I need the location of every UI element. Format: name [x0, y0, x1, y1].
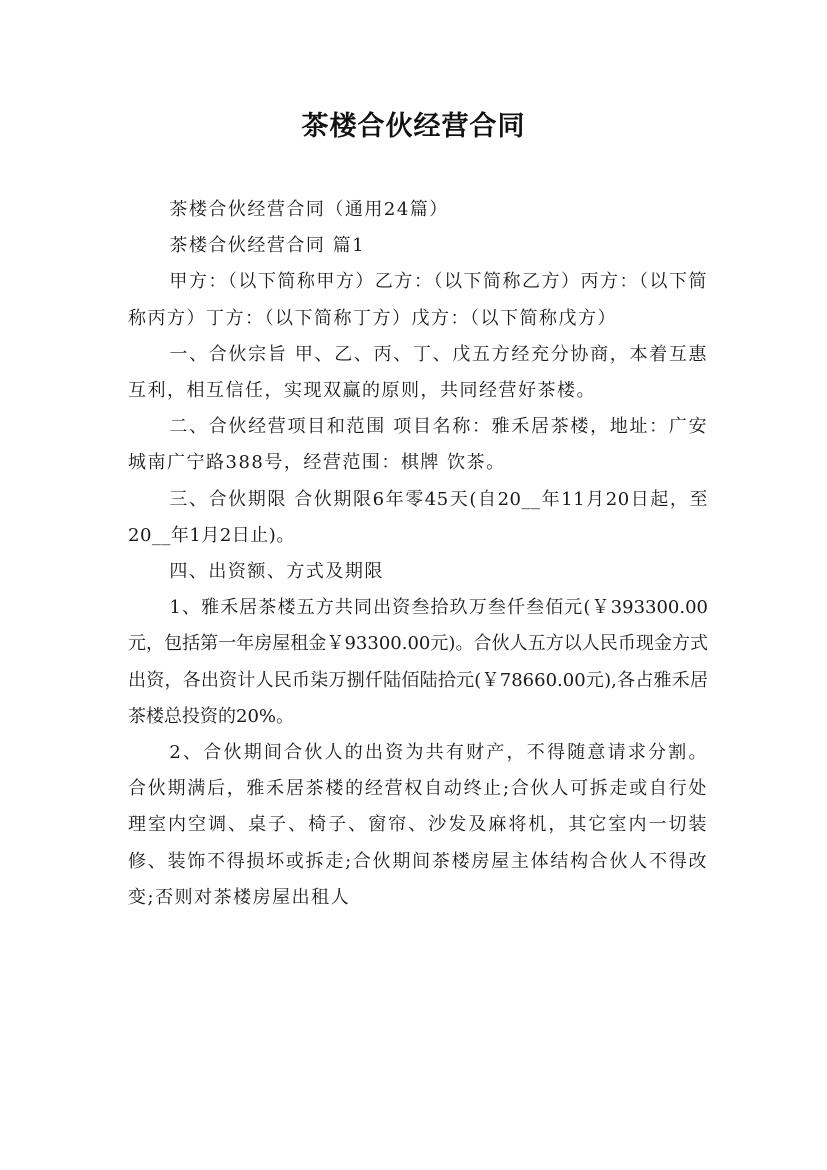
- paragraph-term: 三、合伙期限 合伙期限6年零45天(自20__年11月20日起，至20__年1月2日止)。: [128, 488, 708, 546]
- document-body: [128, 192, 708, 916]
- paragraph-parties: 甲方：（以下简称甲方）乙方：（以下简称乙方）丙方：（以下简称丙方）丁方：（以下简称丁方）戊方：（以下简称戊方）: [128, 271, 708, 329]
- paragraph-capital-heading: 四、出资额、方式及期限: [169, 561, 384, 583]
- paragraph-scope: 二、合伙经营项目和范围 项目名称：雅禾居茶楼，地址：广安城南广宁路388号，经营范围：棋牌 饮茶。: [128, 416, 708, 474]
- document-title: 茶楼合伙经营合同: [301, 111, 526, 142]
- paragraph-capital-2: 2、合伙期间合伙人的出资为共有财产，不得随意请求分割。合伙期满后，雅禾居茶楼的经营权自动终止;合伙人可拆走或自行处理室内空调、桌子、椅子、窗帘、沙发及麻将机，其它室内一切装修、装饰不得损坏或拆走;合伙期间茶楼房屋主体结构合伙人不得改变;否则对茶楼房屋出租人: [128, 742, 708, 908]
- paragraph-subtitle: 茶楼合伙经营合同（通用24篇）: [169, 199, 449, 220]
- paragraph-purpose: 一、合伙宗旨 甲、乙、丙、丁、戊五方经充分协商，本着互惠互利，相互信任，实现双赢的原则，共同经营好茶楼。: [128, 343, 709, 402]
- paragraph-capital-1: 1、雅禾居茶楼五方共同出资叁拾玖万叁仟叁佰元(￥393300.00元，包括第一年房屋租金￥93300.00元)。合伙人五方以人民币现金方式出资，各出资计人民币柒万捌仟陆佰陆拾元(￥78660.00元),各占雅禾居茶楼总投资的20%。: [128, 597, 708, 727]
- paragraph-section-heading: 茶楼合伙经营合同 篇1: [169, 235, 366, 257]
